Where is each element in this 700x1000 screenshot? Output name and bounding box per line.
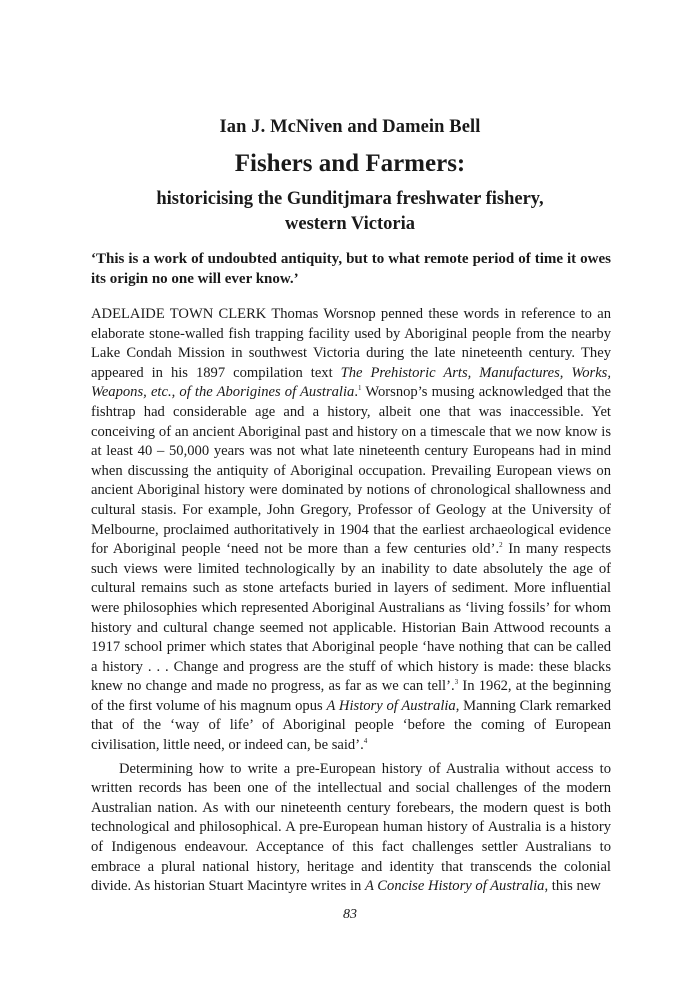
text-run: Thomas Worsnop penned these words in reference to an elaborate stone-walled fish trapping facility used by Aboriginal people from the nearby Lake Condah Mission in southwest Victoria during the late nineteenth century. They appeared in his 1897 compilation text	[91, 306, 611, 381]
subtitle-line-2: western Victoria	[285, 214, 415, 234]
paragraph-2	[91, 760, 611, 897]
paragraph-lead-caps: ADELAIDE TOWN CLERK	[91, 306, 267, 322]
footnote-ref-4[interactable]: 4	[363, 737, 368, 746]
footnote-ref-1[interactable]: 1	[358, 384, 362, 393]
epigraph-quote: ‘This is a work of undoubted antiquity, but to what remote period of time it owes its origin no one will ever know.’	[91, 251, 611, 287]
body-text	[91, 305, 611, 897]
book-title-italic: A History of Australia	[326, 697, 456, 714]
text-run: , this new	[544, 878, 601, 895]
chapter-subtitle	[0, 187, 700, 237]
book-title-italic: The Prehistoric Arts, Manufactures, Works, Weapons, etc., of the Aborigines of Australia	[91, 364, 612, 401]
page-number: 83	[343, 907, 357, 922]
chapter-title: Fishers and Farmers:	[234, 150, 466, 177]
subtitle-line-1: historicising the Gunditjmara freshwater fishery,	[156, 189, 544, 209]
text-run: In many respects such views were limited technologically by an inability to date absolutely the age of cultural remains such as stone artefacts buried in layers of sediment. More influential were philosophies which represented Aboriginal Australians as ‘living fossils’ for whom history and cultural change seemed not applicable. Historian Bain Attwood recounts a 1917 school primer which states that Aboriginal people ‘have nothing that can be called a history . . . Change and progress are the stuff of which history is made: these blacks knew no change and made no progress, as far as we can tell’.	[91, 541, 611, 695]
paragraph-1	[91, 305, 611, 756]
text-run: , Manning Clark remarked that of the ‘way of life’ of Aboriginal people ‘before the coming of European civilisation, little need, or indeed can, be said’.	[91, 697, 611, 754]
text-run: .	[354, 384, 358, 401]
footnote-ref-3[interactable]: 3	[454, 678, 459, 687]
book-title-italic: A Concise History of Australia	[365, 878, 545, 895]
text-run: In 1962, at the beginning of the first volume of his magnum opus	[91, 678, 611, 714]
chapter-authors: Ian J. McNiven and Damein Bell	[219, 117, 481, 137]
text-run: Worsnop’s musing acknowledged that the fishtrap had considerable age and a history, albeit one that was inaccessible. Yet conceiving of an ancient Aboriginal past and history on a timescale that we now know is at least 40 – 50,000 years was not what late nineteenth century Europeans had in mind when discussing the antiquity of Aboriginal occupation. Prevailing European views on ancient Aboriginal history were dominated by notions of chronological shallowness and cultural stasis. For example, John Gregory, Professor of Geology at the University of Melbourne, proclaimed authoritatively in 1904 that the earliest archaeological evidence for Aboriginal people ‘need not be more than a few centuries old’.	[91, 384, 611, 558]
text-run: Determining how to write a pre-European history of Australia without access to written records has been one of the intellectual and social challenges of the modern Australian nation. As with our nineteenth century forebears, the modern quest is both technological and philosophical. A pre-European human history of Australia is a history of Indigenous endeavour. Acceptance of this fact challenges settler Australians to embrace a plural national history, heritage and identity that transcends the colonial divide. As historian Stuart Macintyre writes in	[91, 760, 611, 895]
footnote-ref-2[interactable]: 2	[499, 541, 503, 550]
